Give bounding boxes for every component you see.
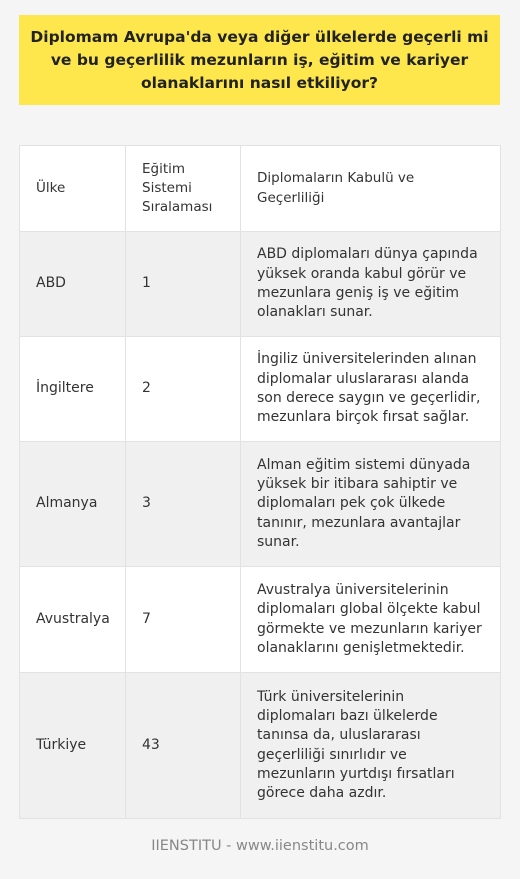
description-cell: İngiliz üniversitelerinden alınan diplomalar uluslararası alanda son derece saygın ve geçerlidir, mezunlara birçok fırsat sağlar. — [241, 337, 501, 442]
header-country: Ülke — [20, 146, 126, 232]
rank-cell: 3 — [126, 442, 241, 567]
description-cell: ABD diplomaları dünya çapında yüksek oranda kabul görür ve mezunlara geniş iş ve eğitim olanakları sunar. — [241, 232, 501, 337]
country-cell: Türkiye — [20, 673, 126, 819]
country-cell: ABD — [20, 232, 126, 337]
table-row — [20, 337, 501, 442]
country-cell: İngiltere — [20, 337, 126, 442]
table-row — [20, 673, 501, 819]
table-row — [20, 567, 501, 673]
table-header-row — [20, 146, 501, 232]
table-row — [20, 232, 501, 337]
country-cell: Avustralya — [20, 567, 126, 673]
description-cell: Türk üniversitelerinin diplomaları bazı ülkelerde tanınsa da, uluslararası geçerliliği sınırlıdır ve mezunların yurtdışı fırsatları görece daha azdır. — [241, 673, 501, 819]
page-title: Diplomam Avrupa'da veya diğer ülkelerde geçerli mi ve bu geçerlilik mezunların iş, eğitim ve kariyer olanaklarını nasıl etkiliyor? — [30, 27, 489, 92]
description-cell: Alman eğitim sistemi dünyada yüksek bir itibara sahiptir ve diplomaları pek çok ülkede tanınır, mezunlara avantajlar sunar. — [241, 442, 501, 567]
title-banner — [19, 15, 500, 105]
table-row — [20, 442, 501, 567]
diploma-table — [19, 145, 501, 819]
rank-cell: 43 — [126, 673, 241, 819]
footer-credit: IIENSTITU - www.iienstitu.com — [151, 838, 369, 854]
country-cell: Almanya — [20, 442, 126, 567]
rank-cell: 1 — [126, 232, 241, 337]
description-cell: Avustralya üniversitelerinin diplomaları global ölçekte kabul görmekte ve mezunların kariyer olanaklarını genişletmektedir. — [241, 567, 501, 673]
header-acceptance: Diplomaların Kabulü ve Geçerliliği — [241, 146, 501, 232]
rank-cell: 2 — [126, 337, 241, 442]
rank-cell: 7 — [126, 567, 241, 673]
header-rank: Eğitim Sistemi Sıralaması — [126, 146, 241, 232]
